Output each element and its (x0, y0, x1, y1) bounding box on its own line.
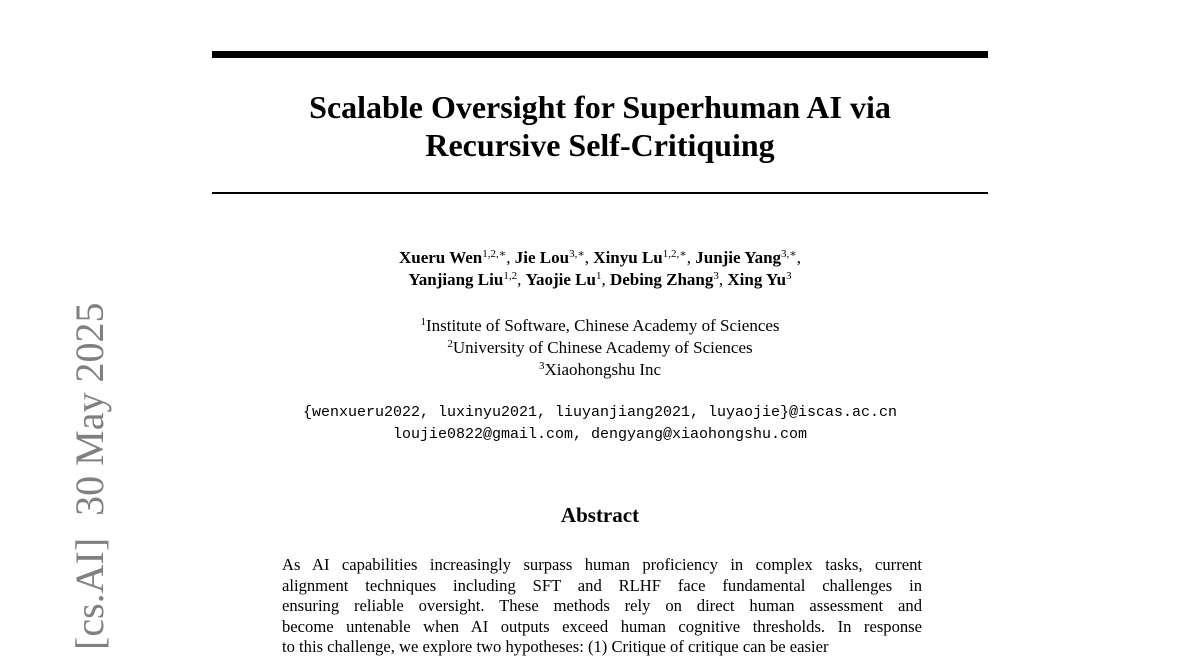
affiliation-list (212, 315, 988, 381)
author-name: Junjie Yang (695, 248, 782, 267)
abstract-body (282, 555, 922, 658)
author-line-1 (212, 247, 988, 269)
author-name: Yaojie Lu (525, 270, 596, 289)
author-line-2 (212, 269, 988, 291)
author-sep: , (718, 270, 728, 289)
affiliation-text: University of Chinese Academy of Sciences (452, 338, 753, 357)
affiliation-sup: 2 (447, 338, 453, 350)
author-sup: 3,∗ (569, 248, 585, 260)
title-line-2: Recursive Self-Critiquing (425, 127, 775, 163)
author-name: Yanjiang Liu (408, 270, 504, 289)
top-rule (212, 51, 988, 58)
affiliation-text: Institute of Software, Chinese Academy of Sciences (425, 316, 780, 335)
affiliation-item (212, 315, 988, 337)
affiliation-sup: 3 (538, 360, 545, 372)
author-name: Xing Yu (727, 270, 787, 289)
title-line-1: Scalable Oversight for Superhuman AI via (309, 89, 891, 125)
author-sup: 1,2,∗ (482, 248, 507, 260)
abstract-heading: Abstract (560, 503, 640, 527)
title-bottom-rule (212, 192, 988, 194)
arxiv-date: 30 May 2025 (67, 302, 112, 516)
author-name: Jie Lou (514, 248, 570, 267)
author-sup: 3 (713, 270, 719, 282)
affiliation-item (212, 359, 988, 381)
author-sup: 3,∗ (781, 248, 797, 260)
author-name: Debing Zhang (609, 270, 714, 289)
email-list (212, 402, 988, 446)
author-name: Xueru Wen (398, 248, 483, 267)
abstract-line: As AI capabilities increasingly surpass human proficiency in complex tasks, current (282, 555, 922, 574)
author-sup: 3 (786, 270, 792, 282)
author-sep: , (796, 248, 802, 267)
author-sup: 1 (595, 270, 602, 282)
author-sep: , (517, 270, 526, 289)
author-sep: , (601, 270, 610, 289)
author-name: Xinyu Lu (593, 248, 663, 267)
author-sep: , (686, 248, 696, 267)
affiliation-sup: 1 (420, 316, 426, 328)
author-list (212, 247, 988, 291)
author-sup: 1,2 (503, 270, 518, 282)
abstract-line: ensuring reliable oversight. These methods rely on direct human assessment and (282, 596, 922, 615)
paper-title (212, 88, 988, 164)
arxiv-side-stamp (68, 303, 112, 651)
affiliation-item (212, 337, 988, 359)
abstract-line: to this challenge, we explore two hypotheses: (1) Critique of critique can be easier (282, 637, 829, 656)
author-sep: , (506, 248, 515, 267)
email-line: loujie0822@gmail.com, dengyang@xiaohongshu.com (392, 426, 808, 443)
email-line: {wenxueru2022, luxinyu2021, liuyanjiang2021, luyaojie}@iscas.ac.cn (302, 404, 898, 421)
arxiv-category: [cs.AI] (67, 537, 112, 650)
author-sep: , (584, 248, 594, 267)
affiliation-text: Xiaohongshu Inc (544, 360, 662, 379)
author-sup: 1,2,∗ (662, 248, 687, 260)
abstract-line: alignment techniques including SFT and RLHF face fundamental challenges in (282, 575, 922, 595)
abstract-line: become untenable when AI outputs exceed human cognitive thresholds. In response (282, 616, 922, 636)
